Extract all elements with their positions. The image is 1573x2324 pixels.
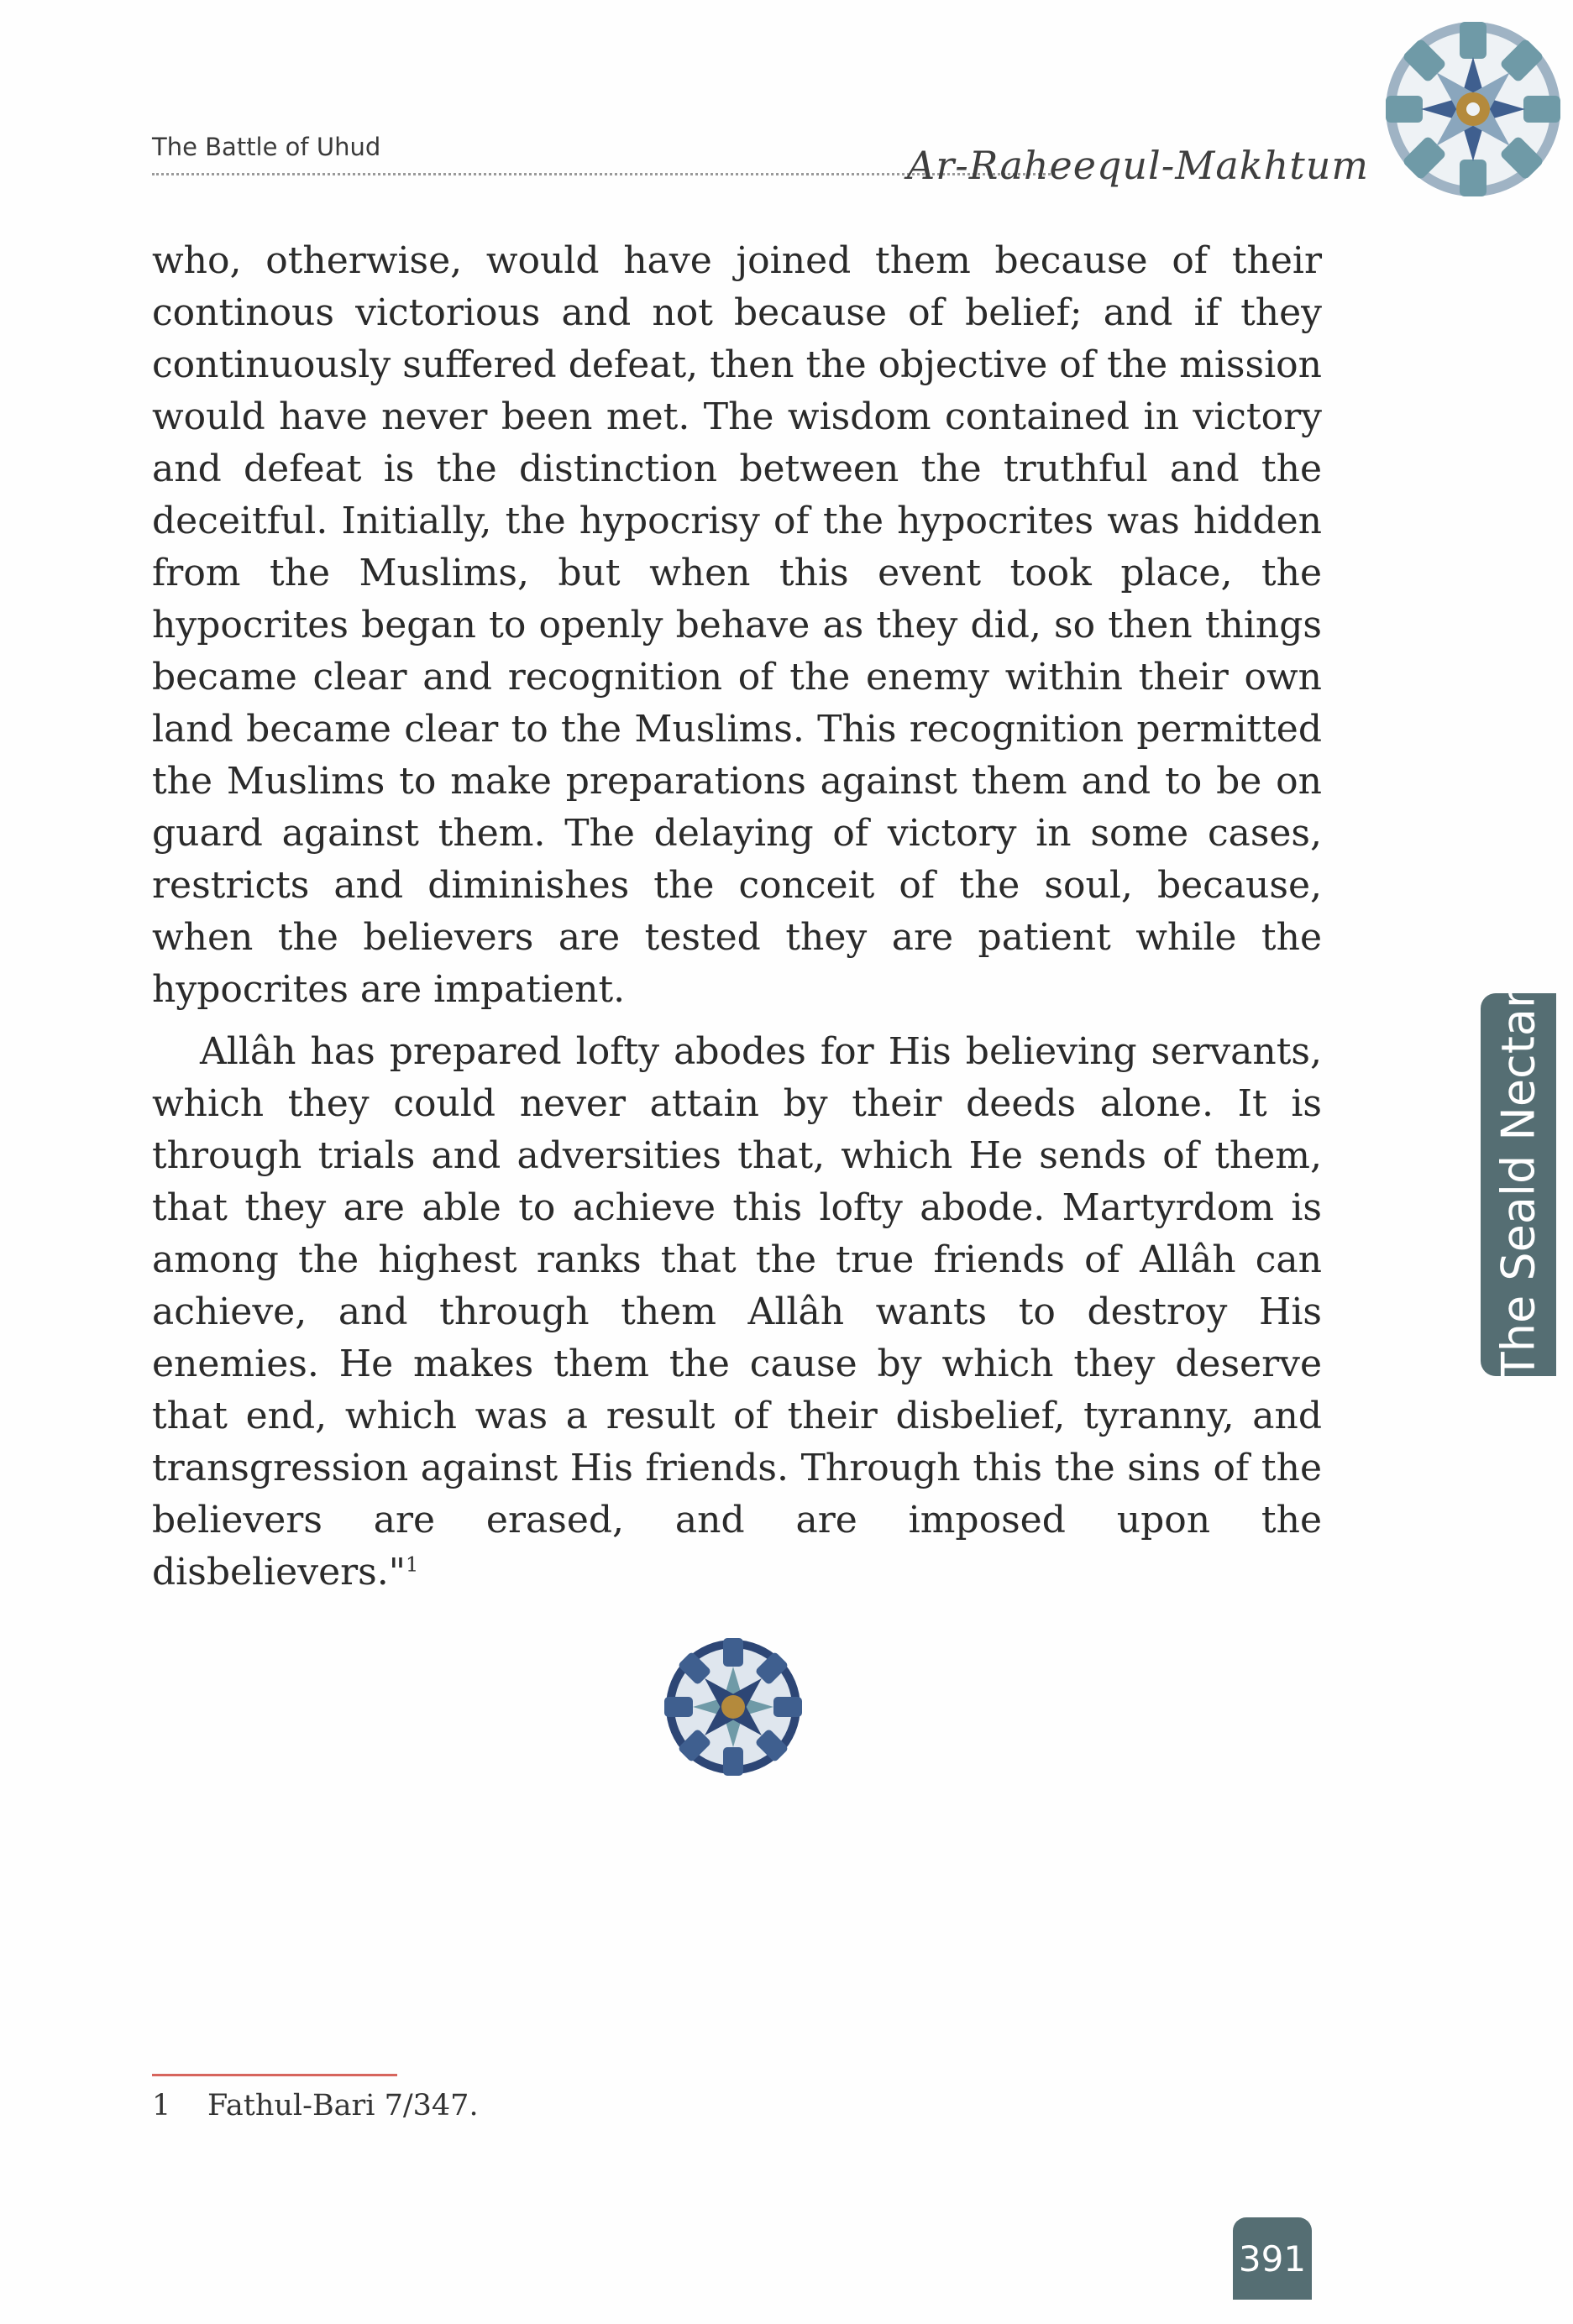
footnote [152, 2089, 479, 2122]
section-divider-rosette-icon [661, 1632, 805, 1782]
page-number: 391 [1233, 2217, 1312, 2300]
footnote-reference[interactable]: 1 [405, 1552, 419, 1577]
running-header-chapter: The Battle of Uhud [152, 133, 381, 161]
running-header-book-title: Ar-Raheequl-Makhtum [907, 143, 1370, 188]
main-text [152, 235, 1322, 1599]
footnote-rule [152, 2074, 397, 2076]
body-paragraph-2-text: Allâh has prepared lofty abodes for His believing servants, which they could never attain by their deeds alone. It is through trials and adversities that, which He sends of them, that they are able to achieve this lofty abode. Martyrdom is among the highest ranks that the true friends of Allâh can achieve, and through them Allâh wants to destroy His enemies. He makes them the cause by which they deserve that end, which was a result of their disbelief, tyranny, and transgression against His friends. Through this the sins of the believers are erased, and are imposed upon the disbelievers." [152, 1030, 1322, 1594]
corner-rosette-icon [1369, 12, 1570, 207]
footnote-number: 1 [152, 2089, 171, 2122]
side-tab-label: The Seald Nectar [1492, 989, 1545, 1380]
side-tab [1481, 989, 1556, 1380]
body-paragraph-1: who, otherwise, would have joined them because of their continous victorious and not because of belief; and if they continuously suffered defeat, then the objective of the mission would have never been met. The wisdom contained in victory and defeat is the distinction between the truthful and the deceitful. Initially, the hypocrisy of the hypocrites was hidden from the Muslims, but when this event took place, the hypocrites began to openly behave as they did, so then things became clear and recognition of the enemy within their own land became clear to the Muslims. This recognition permitted the Muslims to make preparations against them and to be on guard against them. The delaying of victory in some cases, restricts and diminishes the conceit of the soul, because, when the believers are tested they are patient while the hypocrites are impatient. [152, 239, 1322, 1011]
body-paragraph-2 [152, 1026, 1322, 1599]
footnote-text: Fathul-Bari 7/347. [207, 2089, 479, 2122]
